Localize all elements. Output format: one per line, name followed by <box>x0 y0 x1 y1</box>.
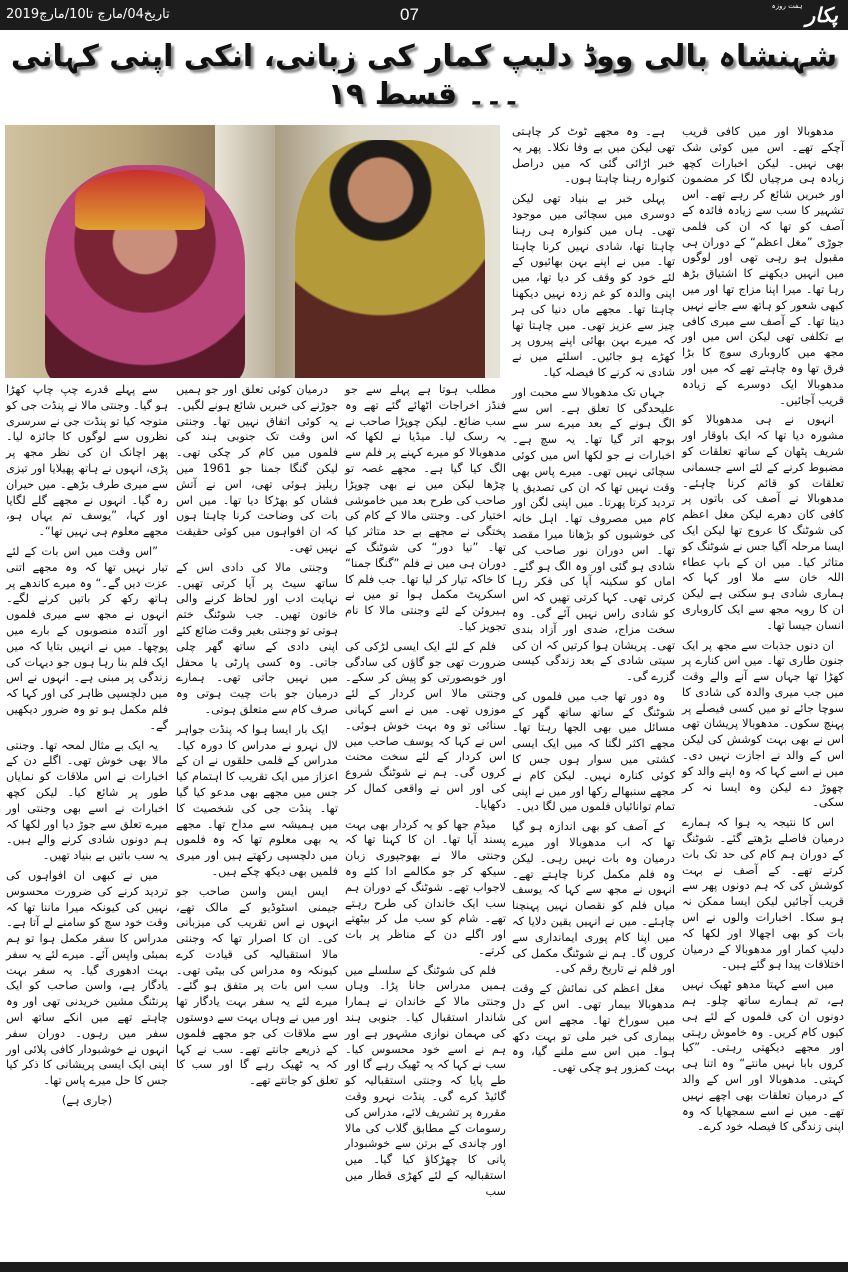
paragraph: کے آصف کو بھی اندازہ ہو گیا تھا کہ اب مدھوبالا اور میرے درمیان وہ بات نہیں رہی۔ لیکن وہ فلم مکمل کرنا چاہتے تھے۔ انہوں نے مجھ سے کہا کہ یوسف میاں فلم کو نقصان نہیں پہنچنا چاہئے۔ میں نے انہیں یقین دلایا کہ میں اپنا کام پوری ایمانداری سے کروں گا۔ ہم نے شوٹنگ مکمل کی اور فلم نے تاریخ رقم کی۔ <box>512 820 675 976</box>
paragraph: وہ دور تھا جب میں فلموں کی شوٹنگ کے ساتھ ساتھ گھر کے مسائل میں بھی الجھا رہتا تھا۔ مجھے اکثر لگتا کہ میں ایک ایسی کشتی میں سوار ہوں جس کا کوئی کنارہ نہیں۔ لیکن کام نے مجھے سنبھالے رکھا اور میں نے اپنی تمام توانائیاں فلموں میں لگا دیں۔ <box>512 689 675 814</box>
page-number: 07 <box>400 5 419 24</box>
paragraph: اس کا نتیجہ یہ ہوا کہ ہمارے درمیان فاصلے بڑھتے گئے۔ شوٹنگ کے دوران ہم کام کی حد تک بات کرتے تھے۔ کے آصف نے بہت کوشش کی کہ ہم دونوں پھر سے قریب آجائیں لیکن ایسا ممکن نہ ہو سکا۔ اخبارات والوں نے اس بات کو بھی اچھالا اور لکھا کہ دلیپ کمار اور مدھوبالا کے درمیان اختلافات پیدا ہو گئے ہیں۔ <box>682 816 844 972</box>
newspaper-logo <box>772 2 838 28</box>
photo-headdress <box>75 170 205 230</box>
article-column-5 <box>6 382 168 1109</box>
article-column-1 <box>682 124 844 1139</box>
logo-tagline: ہفت روزہ <box>771 2 803 10</box>
logo-text: پکار <box>805 3 838 27</box>
paragraph: مدھوبالا اور میں کافی قریب آچکے تھے۔ اس میں کوئی شک بھی نہیں۔ لیکن اخبارات کچھ زیادہ ہی مرچیاں لگا کر مضمون اور خبریں شائع کر رہے تھے۔ اس تشہیر کا سب سے زیادہ فائدہ کے آصف کو تھا کہ ان کی فلمی جوڑی ”مغل اعظم“ کے دوران ہی مقبول ہو رہی تھی اور لوگوں میں انہیں دیکھنے کا اشتیاق بڑھ رہا تھا۔ میرا اپنا مزاج تھا اور میں کبھی شعور کو ہاتھ سے جانے نہیں دیتا تھا۔ کے آصف سے میری کافی بے تکلفی تھی لیکن اس میں اور مجھ میں کاروباری سوچ کا بڑا فرق تھا وہ چاہتے تھے کہ میں اور مدھوبالا ایک دوسرے کے زیادہ قریب آجائیں۔ <box>682 125 844 407</box>
paragraph: ہے۔ وہ مجھے ٹوٹ کر چاہتی تھی لیکن میں بے وفا نکلا۔ پھر یہ خبر اڑائی گئی کہ میں دراصل کنوارہ رہنا چاہتا ہوں۔ <box>512 125 675 186</box>
headline: شہنشاہ بالی ووڈ دلیپ کمار کی زبانی، انکی اپنی کہانی ۔۔۔ قسط ۱۹ <box>10 39 838 112</box>
paragraph: ایک بار ایسا ہوا کہ پنڈت جواہر لال نہرو نے مدراس کا دورہ کیا۔ مدراس کے فلمی حلقوں نے ان کے اعزاز میں ایک تقریب کا اہتمام کیا جس میں مجھے بھی مدعو کیا گیا تھا۔ پنڈت جی کی شخصیت کا میں ہمیشہ سے مداح تھا۔ مجھے یہ بھی معلوم تھا کہ وہ فلموں میں دلچسپی رکھتے ہیں اور میری فلمیں بھی دیکھ چکے ہیں۔ <box>176 722 338 878</box>
paragraph: پہلی خبر بے بنیاد تھی لیکن دوسری میں سچائی میں موجود تھی۔ ہاں میں کنوارہ ہی رہنا چاہتا تھا، شادی نہیں کرنا چاہتا تھا۔ میں نے اپنے بہن بھائیوں کے لئے خود کو وقف کر دیا تھا، میں اپنی والدہ کو غم زدہ نہیں دیکھنا چاہتا تھا۔ مجھے ماں دنیا کی ہر چیز سے عزیز تھی۔ میں چاہتا تھا کہ میرے بہن بھائی اپنے پیروں پر کھڑے ہو جائیں۔ اسلئے میں نے شادی نہ کرنے کا فیصلہ کیا۔ <box>512 192 675 379</box>
article-column-3 <box>345 382 506 1204</box>
paragraph: میں اسے کہتا مدھو ٹھیک نہیں ہے، تم ہمارے ساتھ چلو۔ ہم دونوں ان کی فلموں کے لئے ہی کیوں کام کریں۔ وہ خاموش رہتی اور مجھے دیکھتی رہتی۔ ”کیا کروں بابا نہیں مانتے“ وہ اتنا ہی کہتی۔ مدھوبالا اور اس کے والد کے درمیان تعلقات بھی اچھے نہیں تھے۔ میں نے اسے سمجھایا کہ وہ اپنی زندگی کا فیصلہ خود کرے۔ <box>682 978 844 1134</box>
film-still-image <box>5 125 500 378</box>
paragraph: میڈم جھا کو یہ کردار بھی بہت پسند آیا تھا۔ ان کا کہنا تھا کہ وجنتی مالا نے بھوجپوری زبان سیکھ کر جو مکالمے ادا کئے وہ لاجواب تھے۔ شوٹنگ کے دوران ہم سب ایک خاندان کی طرح رہتے تھے۔ شام کو سب مل کر بیٹھتے اور اگلے دن کے مناظر پر بات کرتے۔ <box>345 817 506 957</box>
paragraph: سے پہلے قدرے چپ چاپ کھڑا ہو گیا۔ وجنتی مالا نے پنڈت جی کو متوجہ کیا تو پنڈت جی نے سرسری نظروں سے لوگوں کا جائزہ لیا۔ پھر اچانک ان کی نظر مجھ پر پڑی، انہوں نے ہاتھ پھیلایا اور تیزی سے میری طرف بڑھے۔ میں حیران رہ گیا۔ انہوں نے مجھے گلے لگایا اور کہا، ”یوسف تم یہاں ہو، مجھے معلوم ہی نہیں تھا“۔ <box>6 383 168 539</box>
paragraph: فلم کی شوٹنگ کے سلسلے میں ہمیں مدراس جانا پڑا۔ وہاں وجنتی مالا کے خاندان نے ہمارا شاندار استقبال کیا۔ جنوبی ہند کی مہمان نوازی مشہور ہے اور ہم نے اسے خود محسوس کیا۔ سب نے کہا کہ یہ ٹھیک رہے گا اور طے پایا کہ وجنتی استقبالیہ کو گائیڈ کرے گی۔ پنڈت نہرو وقت مقررہ پر تشریف لائے، مدراس کی رسومات کے مطابق گلاب کی مالا اور چاندی کے برتن سے خوشبودار پانی کا چھڑکاؤ کیا گیا۔ میں استقبالیہ کے لئے کھڑی قطار میں سب <box>345 963 506 1198</box>
page-header-bar <box>0 0 848 30</box>
paragraph: انہوں نے ہی مدھوبالا کو مشورہ دیا تھا کہ ایک باوقار اور شریف پٹھان کے ساتھ تعلقات کو مضبوط کرنے کے لئے اسے جسمانی تعلقات کو قائم کرنا چاہئے۔ مدھوبالا نے آصف کی باتوں پر کافی کان دھرے لیکن مغل اعظم کی شوٹنگ کا عروج تھا لیکن ایک ایسا مرحلہ آگیا جس نے شوٹنگ کو متاثر کیا۔ میں ان کے باپ عطاء اللہ خان سے ملا اور کہا کہ ہماری شادی ہو سکتی ہے لیکن ان کا رویہ مجھ سے ایک کاروباری انسان جیسا تھا۔ <box>682 413 844 632</box>
paragraph: ایس ایس واسن صاحب جو جیمنی اسٹوڈیو کے مالک تھے، انہوں نے اس تقریب کی میزبانی کی۔ ان کا اصرار تھا کہ وجنتی مالا استقبالیہ کی قیادت کرے کیونکہ وہ مدراس کی بیٹی تھی۔ سب اس بات پر متفق ہو گئے۔ میرے لئے یہ سفر بہت یادگار تھا اور میں نے وہاں بہت سے دوستوں سے ملاقات کی جو مجھے فلموں کے ذریعے جانتے تھے۔ سب نے کہا کہ یہ ٹھیک رہے گا اور سب کا تعلق کو جانتے تھے۔ <box>176 884 338 1088</box>
paragraph: وجنتی مالا کی دادی اس کے ساتھ سیٹ پر آیا کرتی تھیں۔ نہایت ادب اور لحاظ کرنے والی خاتون تھیں۔ جب شوٹنگ ختم ہوتی تو وجنتی بغیر وقت ضائع کئے اپنی دادی کے ساتھ گھر چلی جاتی۔ وہ کسی پارٹی یا محفل میں نہیں جاتی تھی۔ ہمارے درمیان جو بات چیت ہوتی وہ صرف کام سے متعلق ہوتی۔ <box>176 560 338 716</box>
photo-actor-figure <box>295 140 485 378</box>
paragraph: مطلب ہوتا ہے پہلے سے جو فنڈز اخراجات اٹھائے گئے تھے وہ سب ضائع۔ لیکن چوپڑا صاحب نے یہ رسک لیا۔ میڈیا نے لکھا کہ مدھوبالا کو میرے کہنے پر فلم سے الگ کیا گیا ہے۔ مجھے غصہ تو چڑھا لیکن میں نے بھی چوپڑا صاحب کی طرح بعد میں خاموشی اختیار کی۔ وجنتی مالا کے کام کی پختگی نے مجھے بے حد متاثر کیا تھا۔ ”نیا دور“ کی شوٹنگ کے دوران ہی میں نے فلم ”گنگا جمنا“ کا خاکہ تیار کر لیا تھا۔ جب فلم کا اسکرپٹ مکمل ہوا تو میں نے ہیروئن کے لئے وجنتی مالا کا نام تجویز کیا۔ <box>345 383 506 633</box>
paragraph: فلم کے لئے ایک ایسی لڑکی کی ضرورت تھی جو گاؤں کی سادگی اور خوبصورتی کو پیش کر سکے۔ وجنتی مالا اس کردار کے لئے موزوں تھی۔ میں نے اسے کہانی سنائی تو وہ بہت خوش ہوئی۔ اس نے کہا کہ یوسف صاحب میں اس کردار کے لئے سخت محنت کروں گی۔ ہم نے شوٹنگ شروع کی اور اس نے واقعی کمال کر دکھایا۔ <box>345 639 506 811</box>
paragraph: جہاں تک مدھوبالا سے محبت اور علیحدگی کا تعلق ہے۔ اس سے الگ ہونے کے بعد میرے سر سے بوجھ اتر گیا تھا۔ یہ سچ ہے۔ اخبارات نے جو لکھا اس میں کوئی سچائی نہیں تھی۔ میرے پاس بھی وقت نہیں تھا کہ ان کی تصدیق یا تردید کرتا پھرتا۔ میں اپنی لگن اور کام میں مصروف تھا۔ اہل خانہ کی خوشیوں کو بڑھانا میرا مقصد تھا۔ اس دوران نور صاحب کی شادی ہو گئی اور وہ الگ ہو گئے۔ اماں کو سکینہ آپا کی فکر رہا کرتی تھی۔ کہا کرتی تھیں کہ اس کو شادی راس نہیں آئے گی۔ وہ سخت مزاج، ضدی اور آزاد بندی تھی۔ پریشان ہوا کرتیں کہ ان کی سیتی شادی کے بعد زندگی کیسی گزرے گی۔ <box>512 385 675 684</box>
article-column-2 <box>512 124 675 1080</box>
paragraph: یہ ایک بے مثال لمحہ تھا۔ وجنتی مالا بھی خوش تھی۔ اگلے دن کے اخبارات نے اس ملاقات کو نمایاں طور پر شائع کیا۔ لیکن کچھ اخبارات نے اسے بھی وجنتی اور میرے تعلق سے جوڑ دیا اور لکھا کہ ہم دونوں شادی کرنے والے ہیں۔ یہ سب باتیں بے بنیاد تھیں۔ <box>6 738 168 863</box>
continued-label: (جاری ہے) <box>61 1094 113 1108</box>
paragraph: ”اس وقت میں اس بات کے لئے تیار نہیں تھا کہ وہ مجھے اتنی عزت دیں گے۔“ وہ میرے کاندھے پر ہاتھ رکھ کر باتیں کرنے لگے۔ انہوں نے مجھ سے میری فلموں اور آئندہ منصوبوں کے بارے میں پوچھا۔ میں نے انہیں بتایا کہ میں ایک فلم بنا رہا ہوں جو دیہات کی زندگی پر مبنی ہے۔ انہوں نے اس میں دلچسپی ظاہر کی اور کہا کہ فلم مکمل ہو تو وہ ضرور دیکھیں گے۔ <box>6 544 168 732</box>
page-footer-bar <box>0 1262 848 1272</box>
article-column-4 <box>176 382 338 1093</box>
paragraph: درمیان کوئی تعلق اور جو ہمیں جوڑنے کی خبریں شائع ہونے لگیں۔ یہ کوئی اتفاق نہیں تھا۔ وجنتی اس وقت تک جنوبی ہند کی فلموں میں کام کر چکی تھی۔ لیکن گنگا جمنا جو 1961 میں ریلیز ہوئی تھی، اس نے آتش فشاں کو بھڑکا دیا تھا۔ میں اس بات کی وضاحت کرنا چاہتا ہوں کہ ان افواہوں میں کوئی حقیقت نہیں تھی۔ <box>176 383 338 554</box>
paragraph: میں نے کبھی ان افواہوں کی تردید کرنے کی ضرورت محسوس نہیں کی کیونکہ میرا ماننا تھا کہ وقت خود سچ کو سامنے لے آتا ہے۔ مدراس کا سفر مکمل ہوا تو ہم بمبئی واپس آئے۔ میرے لئے یہ سفر بہت ادھوری گیا۔ یہ سفر بہت یادگار ہے، واسن صاحب کو ایک پرنٹنگ مشین خریدنی تھی اور وہ چاہتے تھے میں انکے ساتھ اس سفر میں رہوں۔ دوران سفر انہوں نے خوشبودار کافی پلائی اور اپنی ایک ایسی پریشانی کا ذکر کیا جس کا حل میرے پاس تھا۔ <box>6 868 168 1088</box>
paragraph: مغل اعظم کی نمائش کے وقت مدھوبالا بیمار تھی۔ اس کے دل میں سوراخ تھا۔ مجھے اس کی بیماری کی خبر ملی تو بہت دکھ ہوا۔ میں اس سے ملنے گیا، وہ بہت کمزور ہو چکی تھی۔ <box>512 982 675 1075</box>
paragraph: ان دنوں جذبات سے مجھ پر ایک جنون طاری تھا۔ میں اس کنارے پر کھڑا تھا جہاں سے آنے والے وقت میں جب میری والدہ کی شادی کا سوچا جائے تو میں کسی فیصلے پر پہنچ سکوں۔ مدھوبالا پریشان تھی اس نے بھی بہت کوشش کی لیکن اس کے والد نے اجازت نہیں دی۔ میں نے اسے کہا کہ وہ اپنے والد کو چھوڑ دے لیکن وہ ایسا نہ کر سکی۔ <box>682 638 844 810</box>
issue-date: تاریخ04/مارچ تا10/مارچ2019 <box>6 7 170 22</box>
